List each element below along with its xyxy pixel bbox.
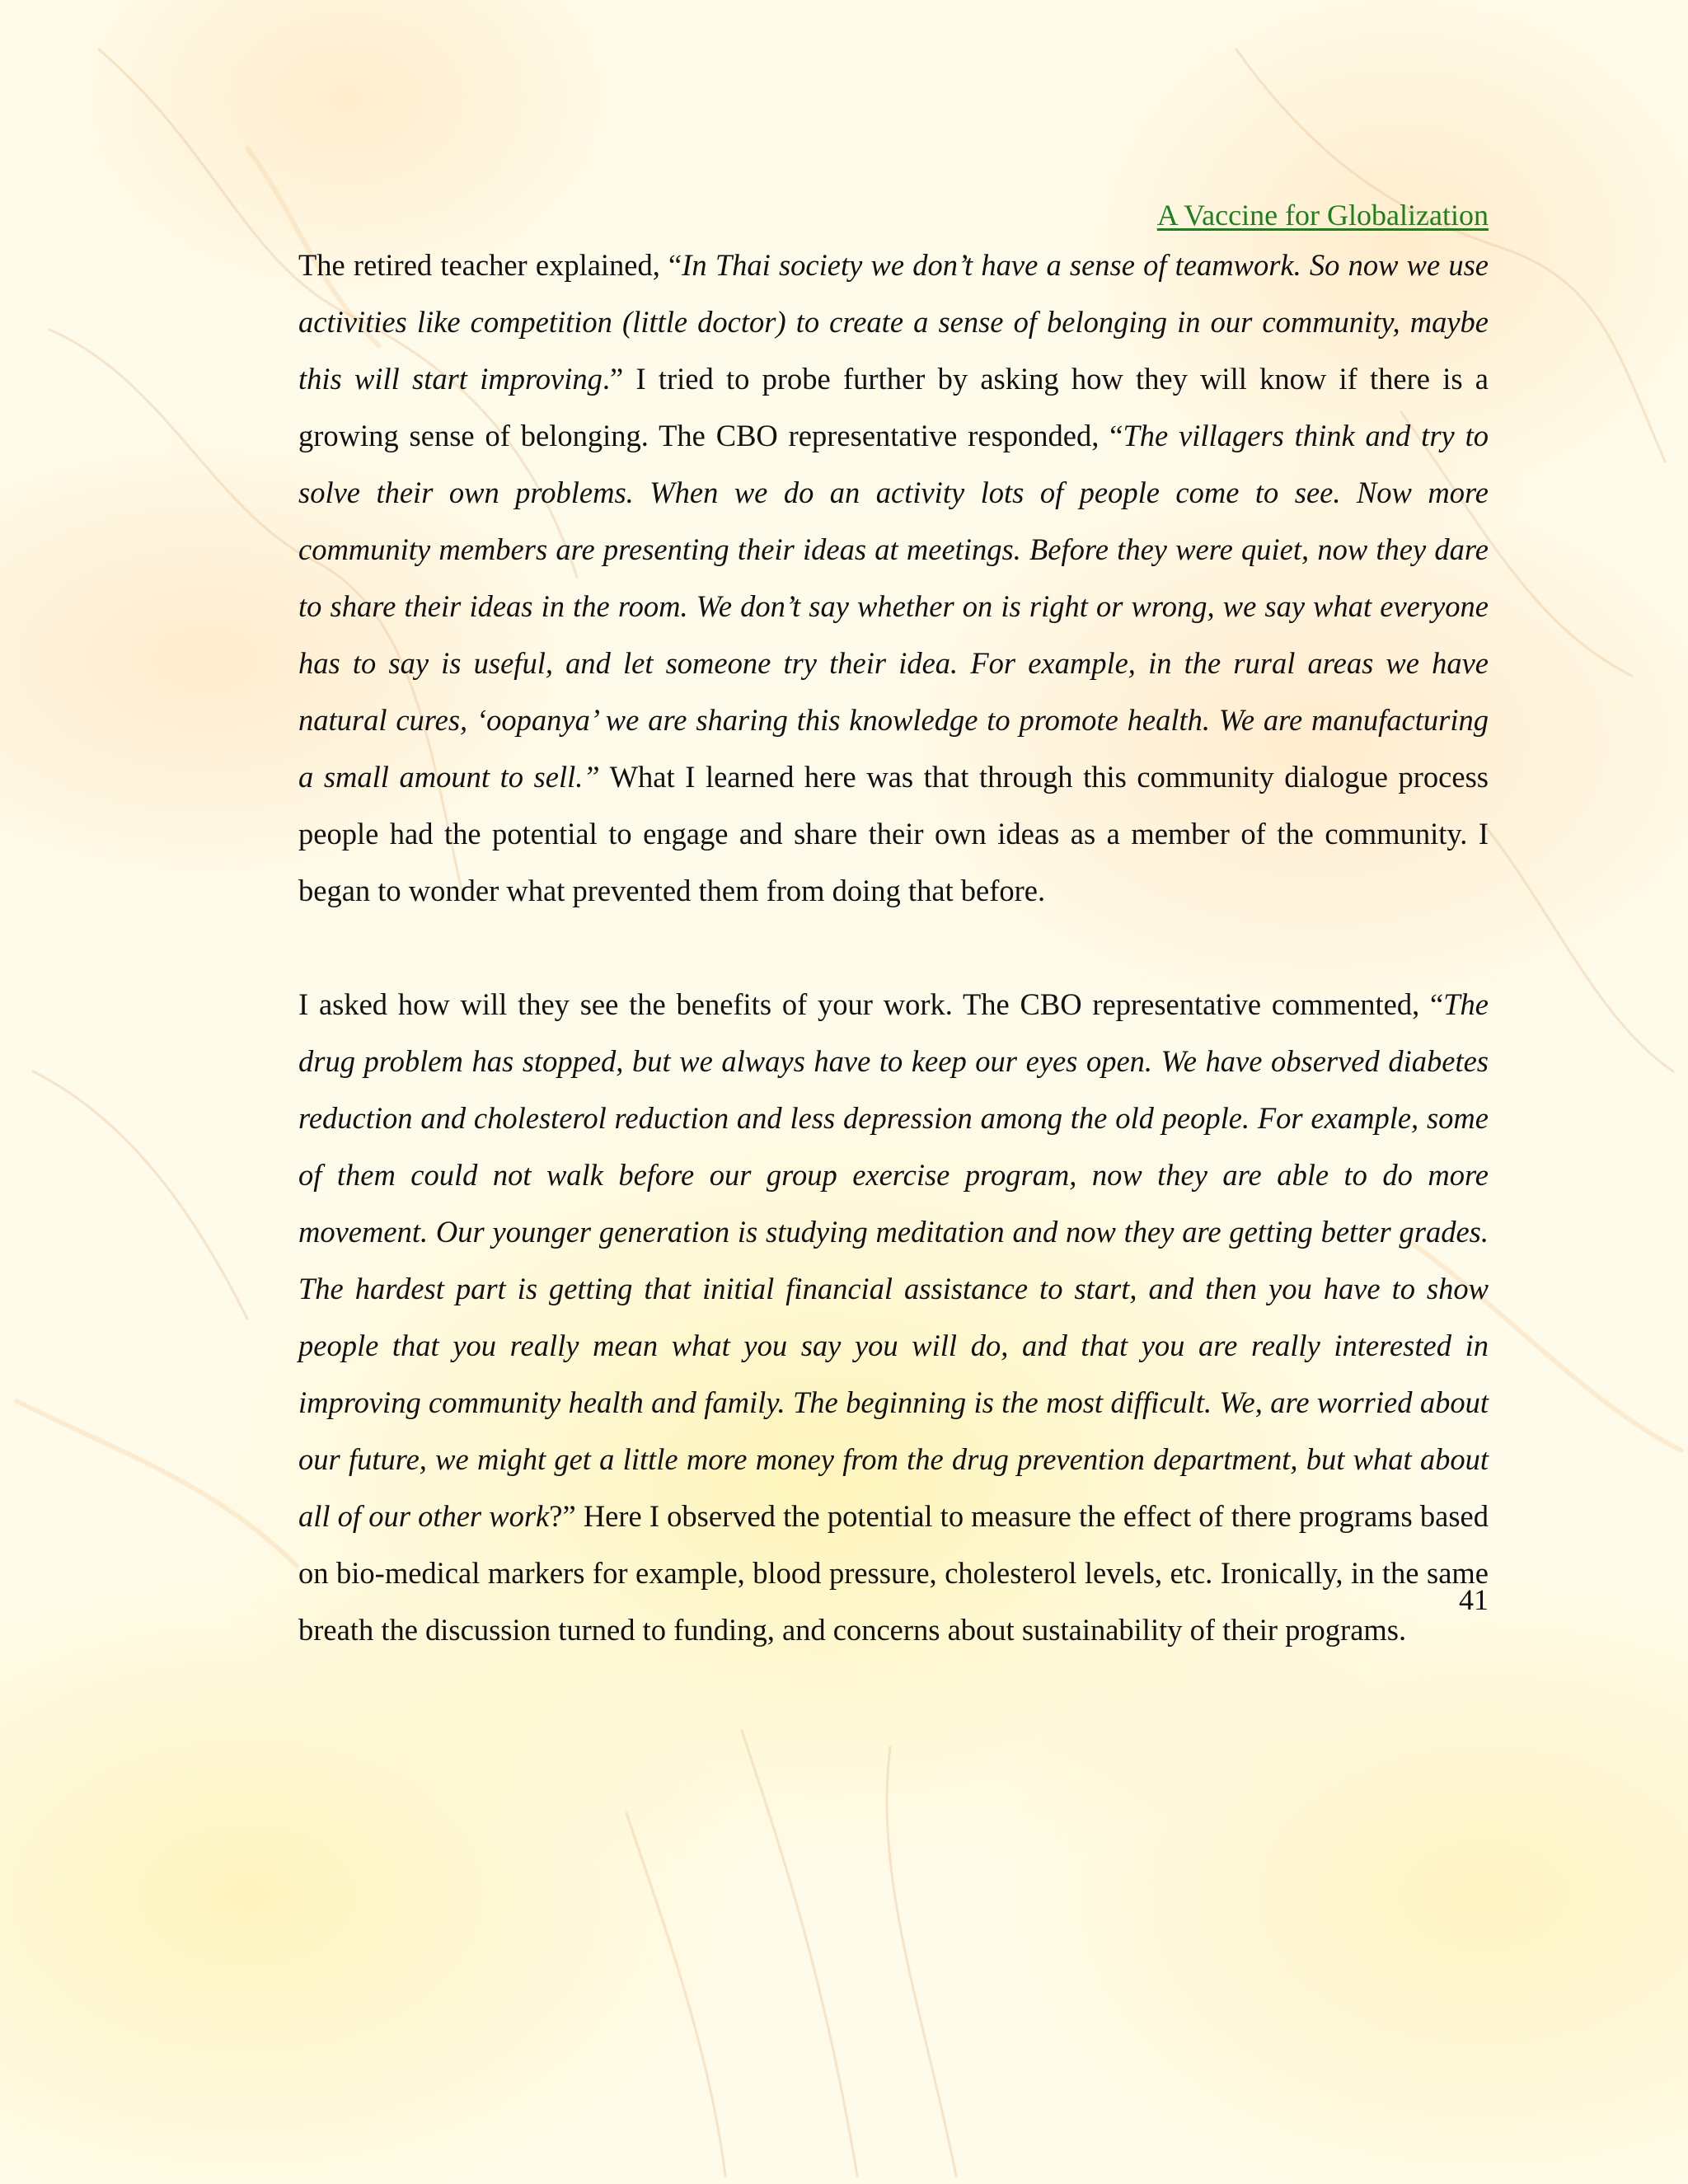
- text-segment: I asked how will they see the benefits of your work. The CBO representative commented, “: [298, 987, 1444, 1021]
- text-segment: .” I tried to probe further by asking how they will know if there is a growing sense of belonging. The CBO representative responded, “: [298, 362, 1489, 452]
- body-text: [298, 237, 1489, 1658]
- text-segment: The retired teacher explained, “: [298, 248, 682, 282]
- text-segment: What I learned here was that through this community dialogue process people had the potential to engage and share their own ideas as a member of the community. I began to wonder what prevented them from doing that before.: [298, 760, 1489, 907]
- page-number: 41: [1459, 1583, 1489, 1616]
- quoted-text: The villagers think and try to solve their own problems. When we do an activity lots of people come to see. Now more community members are presenting their ideas at meetings. Before they were quiet, now they dare to share their ideas in the room. We don’t say whether on is right or wrong, we say what everyone has to say is useful, and let someone try their idea. For example, in the rural areas we have natural cures, ‘oopanya’ we are sharing this knowledge to promote health. We are manufacturing a small amount to sell.”: [298, 419, 1489, 794]
- text-segment: ?” Here I observed the potential to measure the effect of there programs based on bio-medical markers for example, blood pressure, cholesterol levels, etc. Ironically, in the same breath the discussion turned to funding, and concerns about sustainability of their programs.: [298, 1499, 1489, 1647]
- paragraph-1: [298, 237, 1489, 919]
- running-header-title: A Vaccine for Globalization: [1156, 199, 1489, 232]
- quoted-text: In Thai society we don’t have a sense of teamwork. So now we use activities like competition (little doctor) to create a sense of belonging in our community, maybe this will start improving: [298, 248, 1489, 396]
- paragraph-2: [298, 976, 1489, 1658]
- quoted-text: The drug problem has stopped, but we always have to keep our eyes open. We have observed diabetes reduction and cholesterol reduction and less depression among the old people. For example, some of them could not walk before our group exercise program, now they are able to do more movement. Our younger generation is studying meditation and now they are getting better grades. The hardest part is getting that initial financial assistance to start, and then you have to show people that you really mean what you say you will do, and that you are really interested in improving community health and family. The beginning is the most difficult. We, are worried about our future, we might get a little more money from the drug prevention department, but what about all of our other work: [298, 987, 1489, 1533]
